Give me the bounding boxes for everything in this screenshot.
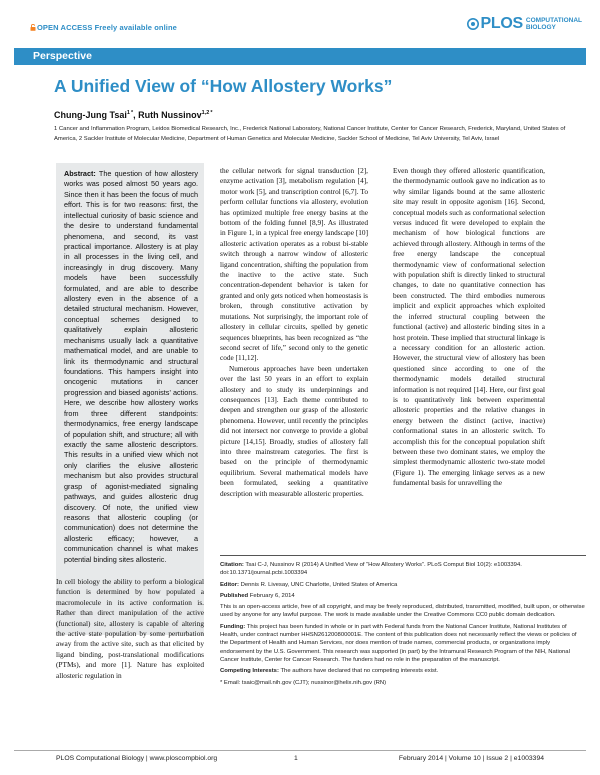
journal-name: COMPUTATIONAL BIOLOGY	[525, 17, 582, 31]
paragraph: Even though they offered allosteric quantification, the thermodynamic outlook gave no indication as to why similar ligands bound at the same allosteric site may result in opposite agonism [16]. Second, conceptual models such as conformational selection versus induced fit were developed to explain the mechanism of how biological functions are achieved through allostery. Although in terms of the free energy landscape the conceptual thermodynamic view of conformational selection with population shift is directly linked to structural changes, to date no quantitative connection has been constructed. The third embodies numerous implicit and explicit approaches which exploited the inferred structural coupling between the functional (active) and allosteric binding sites in a host protein. These implied that structural linkage is a necessary condition for an allosteric action. However, the structural view of allostery has been questioned since according to one of the thermodynamic models detailed structural information is not required [14]. Here, our first goal is to quantitatively link between experimental allosteric properties and the relative changes in energy between the distinct (active, inactive) conformational states in an allosteric switch. To accomplish this for the conceptual population shift between these two dominant states, we employ the simplest thermodynamic allosteric two-state model (Figure 1). The emerging linkage serves as a new fundamental basis for unravelling the	[393, 166, 545, 488]
abstract-text: The question of how allostery works was posed almost 50 years ago. Since then it has been the focus of much effort. This is for two reasons: first, the intellectual curiosity of basic science and the desire to understand fundamental phenomena, and second, its vast practical importance. Allostery is at play in all processes in the living cell, and increasingly in drug discovery. Many models have been successfully formulated, and are able to describe allostery even in the absence of a detailed structural mechanism. However, conceptual schemes designed to qualitatively explain allosteric mechanisms usually lack a quantitative mathematical model, and are unable to link its thermodynamic and structural foundations. This hampers insight into oncogenic mutations in cancer progression and biased agonists’ actions. Here, we describe how allostery works from three different standpoints: thermodynamics, free energy landscape of population shift, and structure; all with exactly the same allosteric descriptors. This results in a unified view which not only clarifies the elusive allosteric mechanism but also provides structural grasp of agonist-mediated signaling pathways, and guides allosteric drug discovery. Of note, the unified view reasons that allosteric coupling (or communication) does not determine the allosteric efficacy; however, a communication channel is what makes potential binding sites allosteric.	[64, 169, 198, 564]
open-access-label: OPEN ACCESS Freely available online	[30, 23, 177, 32]
author-2[interactable]: Ruth Nussinov	[138, 110, 202, 120]
author-1-affil: 1 *	[126, 110, 134, 116]
open-lock-icon	[30, 24, 36, 31]
license: This is an open-access article, free of all copyright, and may be freely reproduced, distributed, transmitted, modified, built upon, or otherwise used by anyone for any lawful purpose. The work is made available under the Creative Commons CC0 public domain dedication.	[220, 604, 585, 619]
body-column-1	[56, 577, 204, 681]
author-1[interactable]: Chung-Jung Tsai	[54, 110, 127, 120]
author-2-affil: 1,2 *	[201, 110, 213, 116]
editor: Editor: Dennis R. Livesay, UNC Charlotte, United States of America	[220, 581, 398, 588]
paragraph: Numerous approaches have been undertaken over the last 50 years in an effort to explain allostery and to study its underpinnings and consequences [13]. Each theme contributed to deepen and strengthen our grasp of the allosteric phenomena. However, until recently the principles did not intersect nor converge to provide a global picture [14,15]. Broadly, studies of allostery fall into three mainstream categories. The first is based on the principle of thermodynamic equilibrium. Several mathematical models have been formulated, seeking a quantitative description with measurable allosteric properties.	[220, 363, 368, 498]
article-type: Perspective	[33, 50, 92, 62]
footer-journal[interactable]: PLOS Computational Biology | www.ploscompbiol.org	[56, 755, 218, 762]
body-column-2	[220, 166, 368, 499]
author-separator: ,	[133, 110, 139, 120]
author-list	[54, 110, 213, 120]
journal-logo[interactable]	[467, 15, 582, 33]
footer-issue: February 2014 | Volume 10 | Issue 2 | e1003394	[398, 755, 544, 762]
affiliations: 1 Cancer and Inflammation Program, Leidos Biomedical Research, Inc., Frederick National Laboratory, National Cancer Institute, Center for Cancer Research, Frederick, Maryland, United States of America, 2 Sackler Institute of Molecular Medicine, Department of Human Genetics and Molecular Medicine, Sackler School of Medicine, Tel Aviv University, Tel Aviv, Israel	[54, 126, 566, 142]
footer-divider	[14, 750, 586, 751]
plos-logo-icon	[467, 18, 479, 30]
article-info	[220, 561, 586, 690]
competing-interests: Competing Interests: The authors have declared that no competing interests exist.	[220, 668, 439, 675]
journal-logo-text: PLOS	[480, 15, 523, 32]
paragraph: the cellular network for signal transduction [2], enzyme activation [3], metabolism regulation [4], motor work [5], and transcription control [6,7]. To perform cellular functions via allostery, evolution has optimized multiple free energy basins at the bottom of the folding funnel [8,9]. As illustrated in Figure 1, in a typical free energy landscape [10] allosteric activation operates as a robust bi-stable switch through a narrow window of allosteric ligand concentration, shifting the population from the inactive to the active state. Such concentration-dependent behavior is taken for granted and only gets noticed when homeostasis is broken, through constitutive activation by mutations. Not surprisingly, the important role of allostery in cellular circuits, spelled by genetic sequences blueprints, has been recognized as “the second secret of life,” second only to the genetic code [11,12].	[220, 166, 368, 363]
published-date: Published February 6, 2014	[220, 592, 295, 599]
body-column-3	[393, 166, 545, 489]
contact-email[interactable]: * Email: tsaic@mail.nih.gov (CJT); nussinor@helix.nih.gov (RN)	[220, 679, 387, 686]
paragraph: In cell biology the ability to perform a biological function is determined by how populated a macromolecule in its active conformation is. Rather than direct manipulation of the active (functional) site, allostery is capable of altering the active state population by some perturbation away from the active site, such as that elicited by ligand binding, post-translational modifications (PTMs), and more [1]. Nature has exploited allosteric regulation in	[56, 577, 204, 680]
info-divider	[220, 555, 586, 556]
page-header	[0, 0, 600, 46]
funding: Funding: This project has been funded in whole or in part with Federal funds from the National Cancer Institute, National Institutes of Health, under contract number HHSN261200800001E. The content of this publication does not necessarily reflect the views or policies of the Department of Health and Human Services, nor does mention of trade names, commercial products, or organizations imply endorsement by the U.S. Government. This research was supported (in part) by the Intramural Research Program of the NIH, National Cancer Institute, Center for Cancer Research. The funders had no role in the preparation of the manuscript.	[220, 623, 577, 663]
article-title: A Unified View of “How Allostery Works”	[54, 76, 393, 96]
article-type-banner	[14, 48, 586, 65]
abstract-box	[56, 163, 204, 635]
page-number: 1	[294, 755, 298, 762]
abstract-label: Abstract:	[64, 169, 96, 178]
citation: Citation: Tsai C-J, Nussinov R (2014) A Unified View of “How Allostery Works”. PLoS Comput Biol 10(2): e1003394. doi:10.1371/journal.pcbi.1003394	[220, 562, 522, 577]
